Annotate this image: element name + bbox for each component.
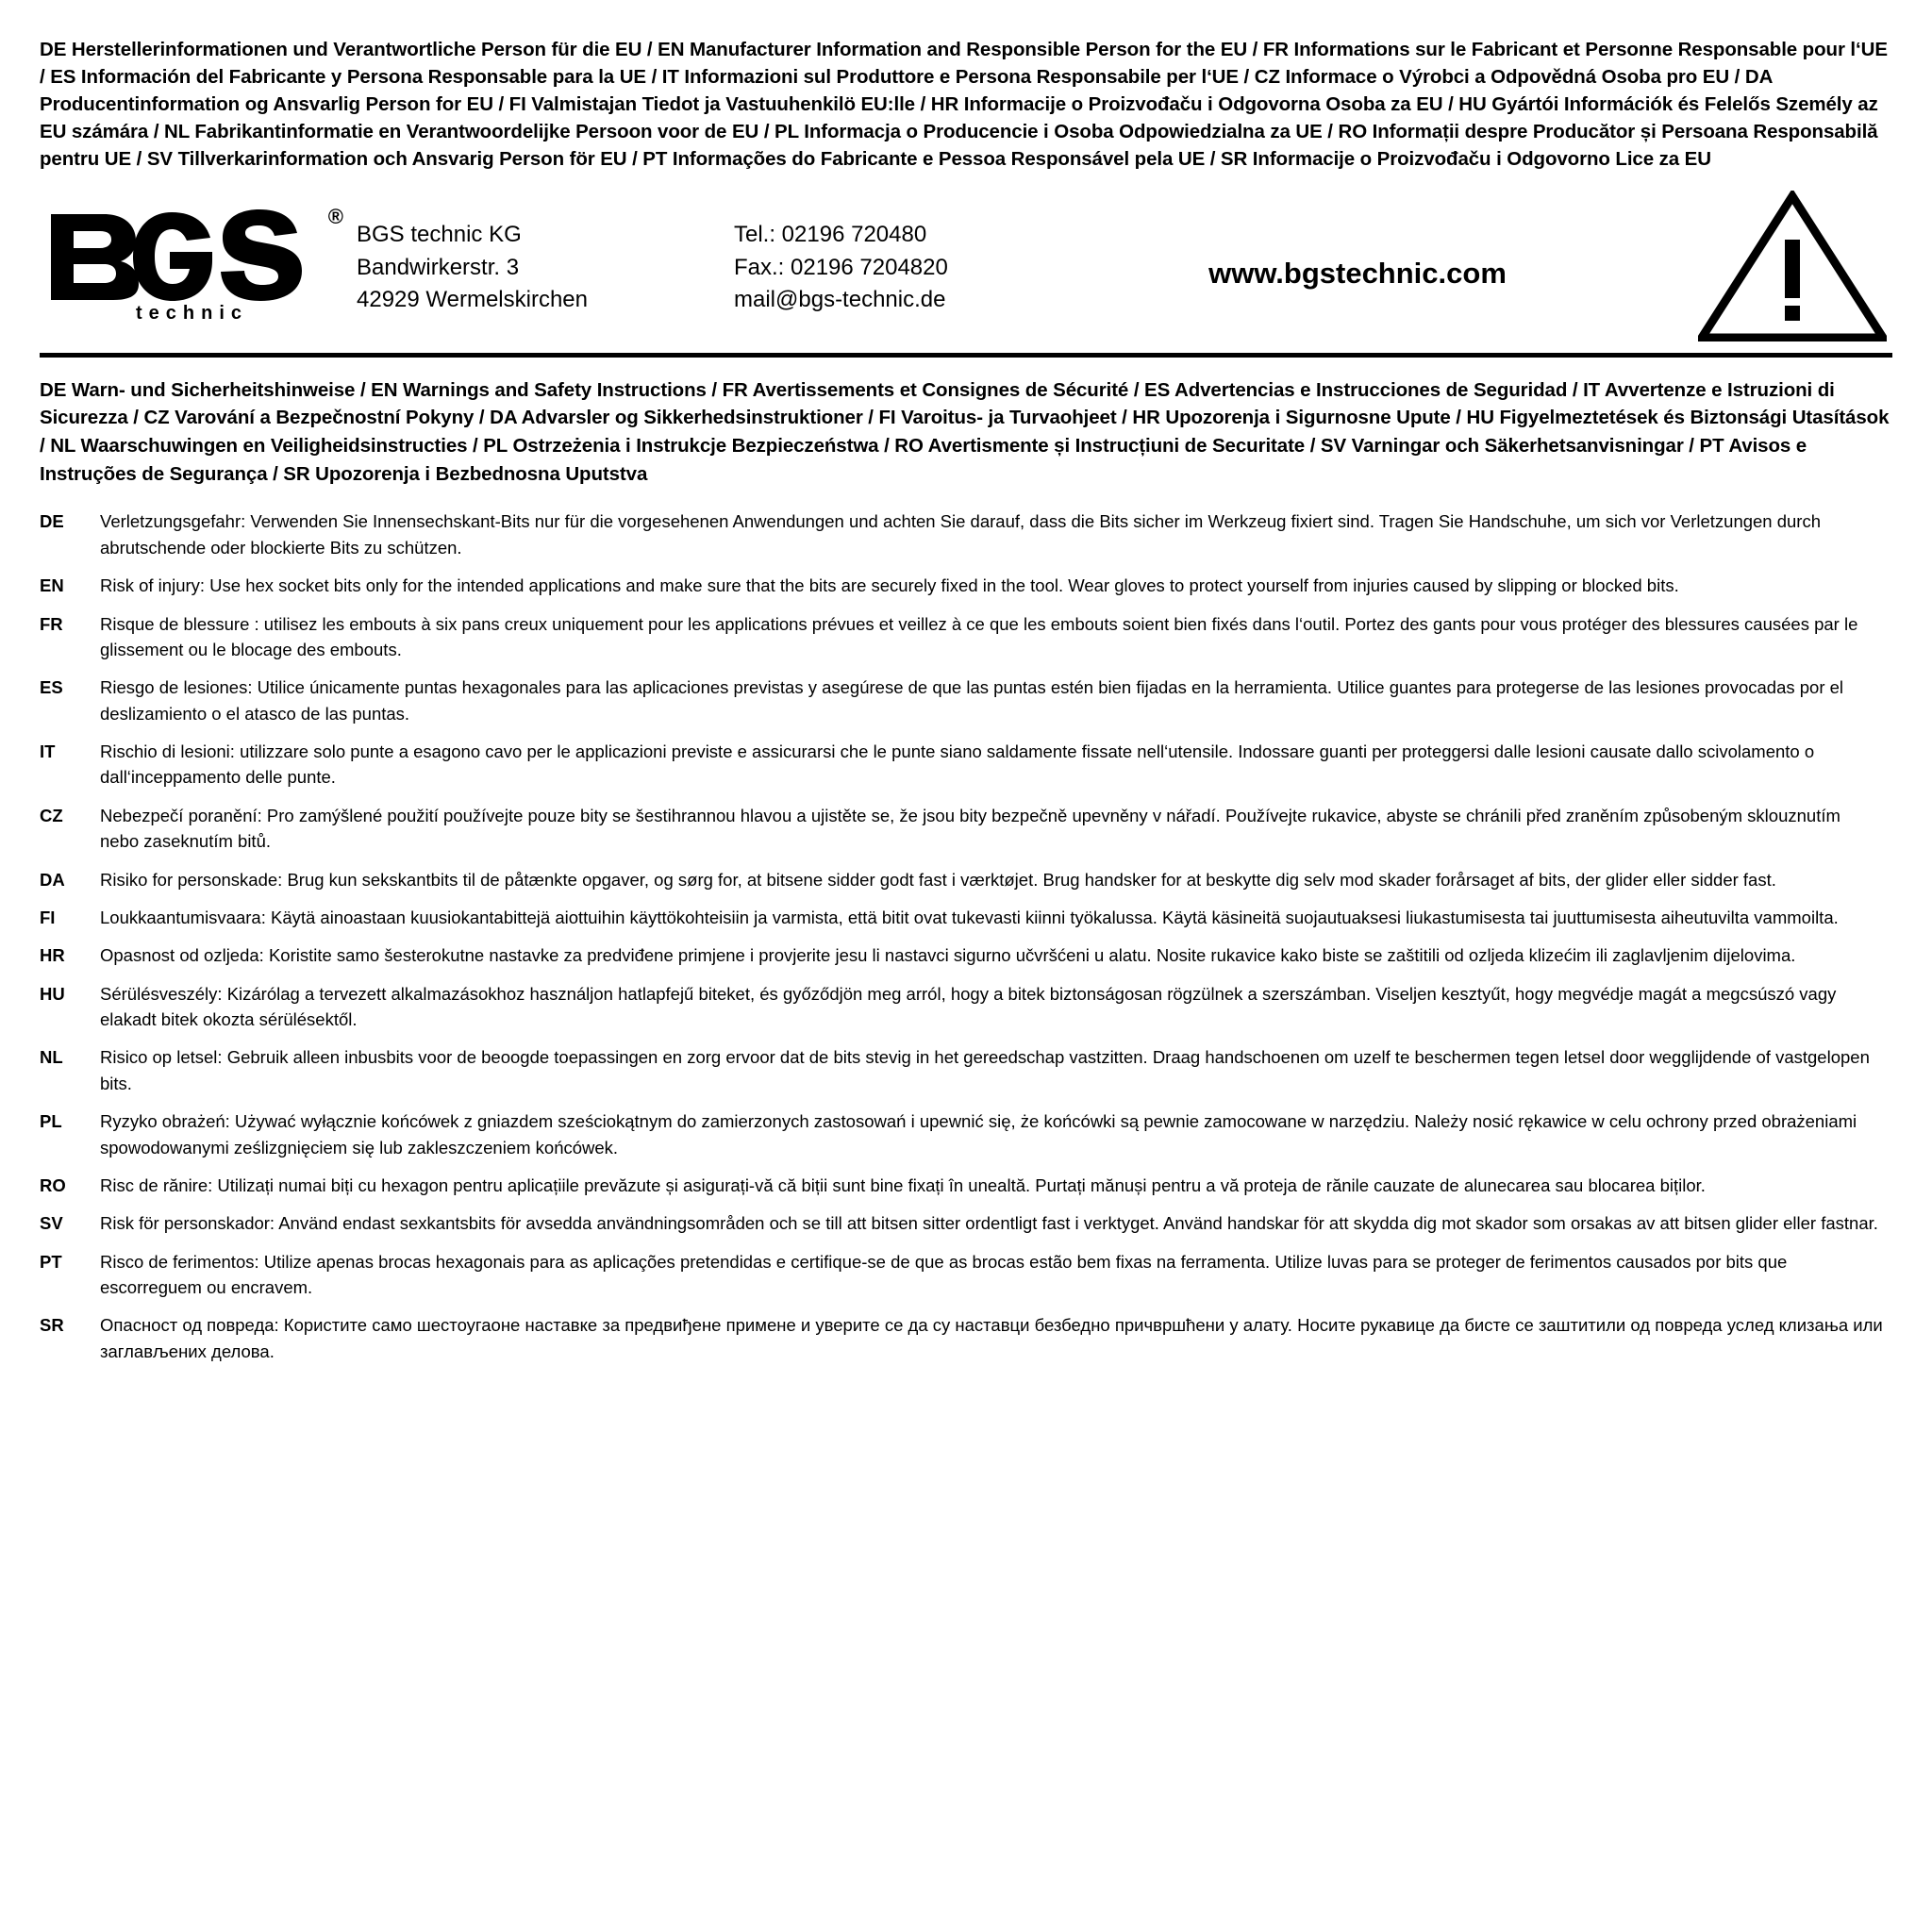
language-code: ES [40,677,63,698]
company-contact [734,215,1045,315]
list-item [40,1312,1892,1364]
language-code: EN [40,575,64,596]
company-telephone: Tel.: 02196 720480 [734,222,927,248]
language-text: Risc de rănire: Utilizați numai biți cu hexagon pentru aplicațiile prevăzute și asigurați-vă că biții sunt bine fixați în unealtă. Purtați mănuși pentru a vă proteja de rănile cauzate de alunecarea sau blocarea biților. [100,1174,1706,1195]
bgs-logo-subtitle: technic [136,303,249,325]
language-code: DE [40,511,64,532]
warning-triangle-icon [1670,191,1892,341]
list-item [40,1249,1892,1301]
language-text: Opasnost od ozljeda: Koristite samo šesterokutne nastavke za predviđene primjene i provjerite jesu li nastavci sigurno učvršćeni u alatu. Nosite rukavice kako biste se zaštitili od ozljeda klizećim ili zaglavljenim dijelovima. [100,945,1796,966]
language-code: HR [40,945,65,966]
language-code: SR [40,1315,64,1336]
company-address [357,215,734,315]
language-code: PL [40,1111,62,1132]
manufacturer-info-heading: DE Herstellerinformationen und Verantwortliche Person für die EU / EN Manufacturer Information and Responsible Person for the EU / FR Informations sur le Fabricant et Personne Responsable pour l‘UE / ES Información del Fabricante y Persona Responsable para la UE / IT Informazioni sul Produttore e Persona Responsabile per l‘UE / CZ Informace o Výrobci a Odpovědná Osoba pro EU / DA Producentinformation og Ansvarlig Person for EU / FI Valmistajan Tiedot ja Vastuuhenkilö EU:lle / HR Informacije o Proizvođaču i Odgovorna Osoba za EU / HU Gyártói Információk és Felelős Személy az EU számára / NL Fabrikantinformatie en Verantwoordelijke Persoon voor de EU / PL Informacja o Producencie i Osoba Odpowiedzialna za UE / RO Informații despre Producător și Persoana Responsabilă pentru UE / SV Tillverkarinformation och Ansvarig Person för EU / PT Informações do Fabricante e Pessoa Responsável pela UE / SR Informacije o Proizvođaču i Odgovorno Lice za EU [40,39,1888,171]
language-text: Loukkaantumisvaara: Käytä ainoastaan kuusiokantabittejä aiottuihin käyttökohteisiin ja varmista, että bitit ovat tukevasti kiinni työkalussa. Käytä käsineitä suojautuaksesi liukastumisesta tai juuttumisesta aiheutuvilta vammoilta. [100,907,1839,927]
registered-trademark-icon: ® [327,205,343,229]
bgs-logo [40,207,357,325]
list-item [40,803,1892,855]
language-code: NL [40,1047,63,1068]
language-text: Risco de ferimentos: Utilize apenas brocas hexagonais para as aplicações pretendidas e certifique-se de que as brocas estão bem fixas na ferramenta. Utilize luvas para se proteger de ferimentos causados por bits que escorreguem ou encravem. [100,1251,1788,1298]
company-fax: Fax.: 02196 7204820 [734,254,948,280]
list-item [40,1173,1892,1198]
language-text: Risico op letsel: Gebruik alleen inbusbits voor de beoogde toepassingen en zorg ervoor dat de bits stevig in het gereedschap vastzitten. Draag handschoenen om uzelf te beschermen tegen letsel door wegglijdende of vastgelopen bits. [100,1047,1870,1093]
list-item [40,739,1892,791]
company-city: 42929 Wermelskirchen [357,286,589,312]
company-email: mail@bgs-technic.de [734,286,946,312]
language-code: DA [40,869,65,890]
language-code: HU [40,983,65,1004]
language-code: PT [40,1251,62,1272]
company-street: Bandwirkerstr. 3 [357,254,520,280]
bgs-logo-mark [45,207,357,301]
company-name: BGS technic KG [357,222,522,248]
company-website: www.bgstechnic.com [1208,256,1507,290]
safety-entries-list [40,508,1892,1364]
list-item [40,508,1892,560]
safety-instructions-heading: DE Warn- und Sicherheitshinweise / EN Warnings and Safety Instructions / FR Avertissements et Consignes de Sécurité / ES Advertencias e Instrucciones de Seguridad / IT Avvertenze e Istruzioni di Sicurezza / CZ Varování a Bezpečnostní Pokyny / DA Advarsler og Sikkerhedsinstruktioner / FI Varoitus- ja Turvaohjeet / HR Upozorenja i Sigurnosne Upute / HU Figyelmeztetések és Biztonsági Utasítások / NL Waarschuwingen en Veiligheidsinstructies / PL Ostrzeżenia i Instrukcje Bezpieczeństwa / RO Avertismente și Instrucțiuni de Securitate / SV Varningar och Säkerhetsanvisningar / PT Avisos e Instruções de Segurança / SR Upozorenja i Bezbednosna Uputstva [40,378,1890,485]
language-text: Risque de blessure : utilisez les embouts à six pans creux uniquement pour les applications prévues et veillez à ce que les embouts soient bien fixés dans l‘outil. Portez des gants pour vous protéger des blessures causées par le glissement ou le blocage des embouts. [100,613,1858,659]
language-code: CZ [40,805,63,825]
list-item [40,867,1892,892]
list-item [40,1108,1892,1160]
list-item [40,573,1892,598]
list-item [40,942,1892,968]
language-text: Risk för personskador: Använd endast sexkantsbits för avsedda användningsområden och se till att bitsen sitter ordentligt fast i verktyget. Använd handskar för att skydda dig mot skador som orsakas av att bitsen glider eller fastnar. [100,1213,1878,1234]
language-text: Ryzyko obrażeń: Używać wyłącznie końcówek z gniazdem sześciokątnym do zamierzonych zastosowań i upewnić się, że końcówki są pewnie zamocowane w narzędziu. Należy nosić rękawice w celu ochrony przed obrażeniami spowodowanymi ześlizgnięciem się lub zakleszczeniem końcówek. [100,1111,1857,1158]
language-text: Riesgo de lesiones: Utilice únicamente puntas hexagonales para las aplicaciones previstas y asegúrese de que las puntas estén bien fijadas en la herramienta. Utilice guantes para protegerse de las lesiones provocadas por el deslizamiento o el atasco de las puntas. [100,677,1844,724]
list-item [40,905,1892,930]
list-item [40,981,1892,1033]
language-code: FR [40,613,63,634]
language-text: Sérülésveszély: Kizárólag a tervezett alkalmazásokhoz használjon hatlapfejű biteket, és győződjön meg arról, hogy a bitek biztonságosan rögzülnek a szerszámban. Viseljen kesztyűt, hogy megvédje magát a megcsúszó vagy elakadt bitek okozta sérülésektől. [100,983,1837,1030]
list-item [40,1044,1892,1096]
language-code: SV [40,1213,63,1234]
language-code: RO [40,1174,66,1195]
language-text: Опасност од повреда: Користите само шестоугаоне наставке за предвиђене примене и уверите се да су наставци безбедно причвршћени у алату. Носите рукавице да бисте се заштитили од повреда услед клизања или заглављених делова. [100,1315,1883,1361]
language-text: Verletzungsgefahr: Verwenden Sie Innensechskant-Bits nur für die vorgesehenen Anwendungen und achten Sie darauf, dass die Bits sicher im Werkzeug fixiert sind. Tragen Sie Handschuhe, um sich vor Verletzungen durch abrutschende oder blockierte Bits zu schützen. [100,511,1822,558]
language-text: Risk of injury: Use hex socket bits only for the intended applications and make sure that the bits are securely fixed in the tool. Wear gloves to protect yourself from injuries caused by slipping or blocked bits. [100,575,1679,596]
company-header-band [40,191,1892,358]
language-code: FI [40,907,56,927]
list-item [40,611,1892,663]
list-item [40,1210,1892,1236]
language-text: Rischio di lesioni: utilizzare solo punte a esagono cavo per le applicazioni previste e assicurarsi che le punte siano saldamente fissate nell‘utensile. Indossare guanti per proteggersi dalle lesioni causate dallo scivolamento o dall‘inceppamento delle punte. [100,741,1815,788]
language-text: Nebezpečí poranění: Pro zamýšlené použití používejte pouze bity se šestihrannou hlavou a ujistěte se, že jsou bity bezpečně upevněny v nářadí. Používejte rukavice, abyste se chránili před zraněním způsobeným sklouznutím nebo zaseknutím bitů. [100,805,1840,852]
language-code: IT [40,741,56,762]
list-item [40,675,1892,726]
language-text: Risiko for personskade: Brug kun sekskantbits til de påtænkte opgaver, og sørg for, at bitsene sidder godt fast i værktøjet. Brug handsker for at beskytte dig selv mod skader forårsaget af bits, der glider eller sidder fast. [100,869,1776,890]
